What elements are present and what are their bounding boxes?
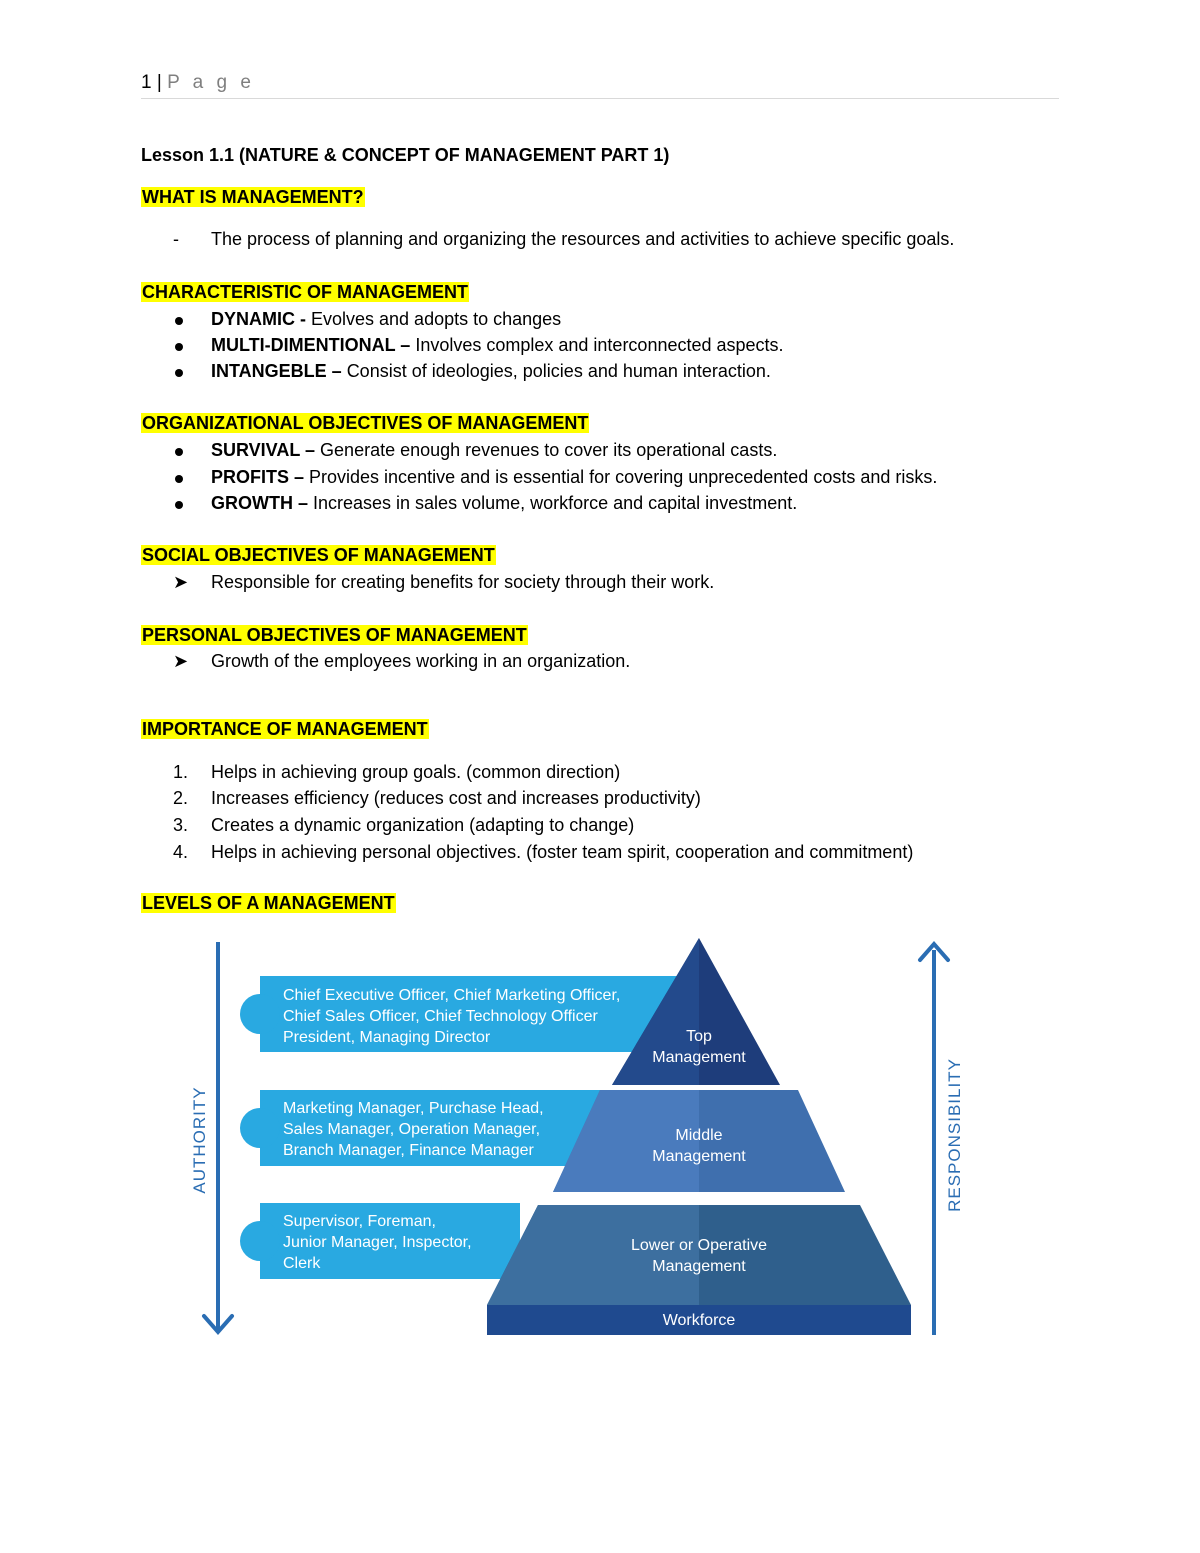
definition: Evolves and adopts to changes [311, 309, 562, 329]
term: PROFITS – [211, 467, 310, 487]
definition: Increases in sales volume, workforce and capital investment. [313, 493, 798, 513]
role-line: Clerk [283, 1255, 321, 1272]
definition: Involves complex and interconnected aspects. [415, 335, 784, 355]
bullet-icon [173, 438, 203, 462]
page-separator: | [156, 72, 162, 93]
list-item-text: Growth of the employees working in an organization. [211, 651, 631, 671]
role-line: Sales Manager, Operation Manager, [283, 1121, 541, 1138]
list-item-text: Creates a dynamic organization (adapting to change) [211, 815, 635, 835]
tier-label-base: Workforce [662, 1312, 736, 1329]
list-number: 3. [173, 815, 189, 835]
term: SURVIVAL – [211, 440, 321, 460]
term: DYNAMIC - [211, 309, 311, 329]
top-roles [283, 985, 620, 1048]
tier-label-top: Top Management [652, 1028, 746, 1066]
term: MULTI-DIMENTIONAL – [211, 335, 416, 355]
heading-personal: PERSONAL OBJECTIVES OF MANAGEMENT [142, 625, 527, 645]
heading-characteristic: CHARACTERISTIC OF MANAGEMENT [142, 282, 468, 302]
management-levels-diagram [180, 930, 980, 1350]
tier-label-middle: Middle Management [652, 1127, 746, 1165]
role-line: Chief Executive Officer, Chief Marketing Officer, [283, 987, 621, 1004]
role-line: President, Managing Director [283, 1029, 491, 1046]
middle-roles [283, 1098, 544, 1161]
list-item-text: The process of planning and organizing the resources and activities to achieve specific goals. [211, 229, 955, 249]
page-word: P a g e [167, 72, 255, 93]
page-header [141, 72, 255, 94]
role-line: Branch Manager, Finance Manager [283, 1142, 534, 1159]
role-line: Chief Sales Officer, Chief Technology Officer [283, 1008, 598, 1025]
term: GROWTH – [211, 493, 313, 513]
role-line: Marketing Manager, Purchase Head, [283, 1100, 544, 1117]
list-number: 1. [173, 762, 189, 782]
lesson-title [141, 143, 669, 167]
bullet-icon [173, 359, 203, 383]
list-number: 4. [173, 842, 189, 862]
term: INTANGEBLE – [211, 361, 347, 381]
definition: Consist of ideologies, policies and human interaction. [346, 361, 771, 381]
section-heading-personal [141, 623, 528, 647]
page-number: 1 [141, 72, 152, 93]
heading-importance: IMPORTANCE OF MANAGEMENT [142, 719, 428, 739]
section-heading-characteristic [141, 280, 469, 304]
bullet-icon [173, 465, 203, 489]
role-line: Junior Manager, Inspector, [283, 1234, 472, 1251]
lesson-prefix: Lesson [141, 145, 205, 165]
arrow-bullet-icon: ➤ [173, 572, 189, 592]
authority-label: AUTHORITY [190, 1086, 209, 1194]
bullet-icon [173, 307, 203, 331]
header-rule [141, 98, 1059, 99]
section-heading-what [141, 185, 365, 209]
heading-social: SOCIAL OBJECTIVES OF MANAGEMENT [142, 545, 495, 565]
list-item-text: Responsible for creating benefits for society through their work. [211, 572, 715, 592]
lower-roles [283, 1211, 472, 1274]
tier-label-lower: Lower or Operative Management [630, 1237, 768, 1275]
responsibility-label: RESPONSIBILITY [945, 1058, 964, 1212]
list-number: 2. [173, 788, 189, 808]
list-item-text: Helps in achieving personal objectives. (foster team spirit, cooperation and commitment) [211, 842, 914, 862]
role-line: Supervisor, Foreman, [283, 1213, 436, 1230]
section-heading-organizational [141, 411, 589, 435]
section-heading-social [141, 543, 496, 567]
bullet-icon [173, 491, 203, 515]
list-item-text: Helps in achieving group goals. (common direction) [211, 762, 621, 782]
lesson-title-text: 1.1 (NATURE & CONCEPT OF MANAGEMENT PART 1) [204, 145, 670, 165]
dash-marker: - [173, 229, 179, 249]
arrow-bullet-icon: ➤ [173, 651, 189, 671]
heading-what: WHAT IS MANAGEMENT? [142, 187, 364, 207]
definition: Provides incentive and is essential for covering unprecedented costs and risks. [309, 467, 938, 487]
section-heading-levels [141, 891, 396, 915]
list-item-text: Increases efficiency (reduces cost and increases productivity) [211, 788, 701, 808]
bullet-icon [173, 333, 203, 357]
definition: Generate enough revenues to cover its operational casts. [320, 440, 778, 460]
heading-organizational: ORGANIZATIONAL OBJECTIVES OF MANAGEMENT [142, 413, 589, 433]
heading-levels: LEVELS OF A MANAGEMENT [142, 893, 395, 913]
section-heading-importance [141, 717, 429, 741]
